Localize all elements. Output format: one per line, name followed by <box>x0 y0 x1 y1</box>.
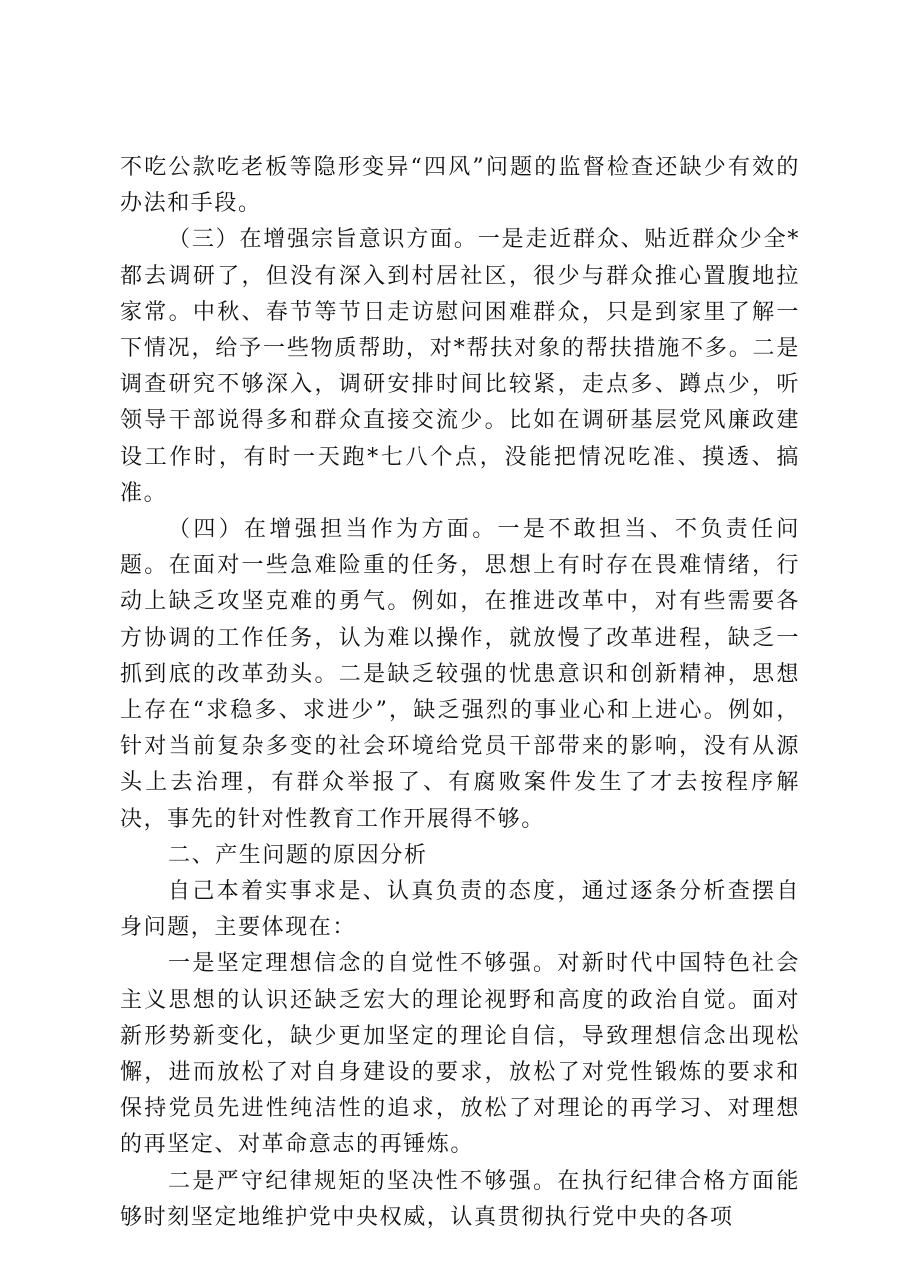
paragraph-section-four: （四）在增强担当作为方面。一是不敢担当、不负责任问题。在面对一些急难险重的任务，思想上有时存在畏难情绪，行动上缺乏攻坚克难的勇气。例如，在推进改革中，对有些需要各方协调的工作任务，认为难以操作，就放慢了改革进程，缺乏一抓到底的改革劲头。二是缺乏较强的忧患意识和创新精神，思想上存在“求稳多、求进少”，缺乏强烈的事业心和上进心。例如，针对当前复杂多变的社会环境给党员干部带来的影响，没有从源头上去治理，有群众举报了、有腐败案件发生了才去按程序解决，事先的针对性教育工作开展得不够。 <box>120 517 800 832</box>
paragraph-continuation: 不吃公款吃老板等隐形变异“四风”问题的监督检查还缺少有效的办法和手段。 <box>120 155 800 217</box>
paragraph-cause-one: 一是坚定理想信念的自觉性不够强。对新时代中国特色社会主义思想的认识还缺乏宏大的理论视野和高度的政治自觉。面对新形势新变化，缺少更加坚定的理论自信，导致理想信念出现松懈，进而放松了对自身建设的要求，放松了对党性锻炼的要求和保持党员先进性纯洁性的追求，放松了对理论的再学习、对理想的再坚定、对革命意志的再锤炼。 <box>120 951 800 1158</box>
paragraph-cause-intro: 自己本着实事求是、认真负责的态度，通过逐条分析查摆自身问题，主要体现在： <box>120 879 800 941</box>
section-heading-cause-analysis: 二、产生问题的原因分析 <box>168 842 428 868</box>
document-body <box>120 150 800 1236</box>
paragraph-section-three: （三）在增强宗旨意识方面。一是走近群众、贴近群众少全*都去调研了，但没有深入到村居社区，很少与群众推心置腹地拉家常。中秋、春节等节日走访慰问困难群众，只是到家里了解一下情况，给予一些物质帮助，对*帮扶对象的帮扶措施不多。二是调查研究不够深入，调研安排时间比较紧，走点多、蹲点少，听领导干部说得多和群众直接交流少。比如在调研基层党风廉政建设工作时，有时一天跑*七八个点，没能把情况吃准、摸透、搞准。 <box>120 227 800 506</box>
paragraph-cause-two: 二是严守纪律规矩的坚决性不够强。在执行纪律合格方面能够时刻坚定地维护党中央权威，认真贯彻执行党中央的各项 <box>120 1168 800 1230</box>
